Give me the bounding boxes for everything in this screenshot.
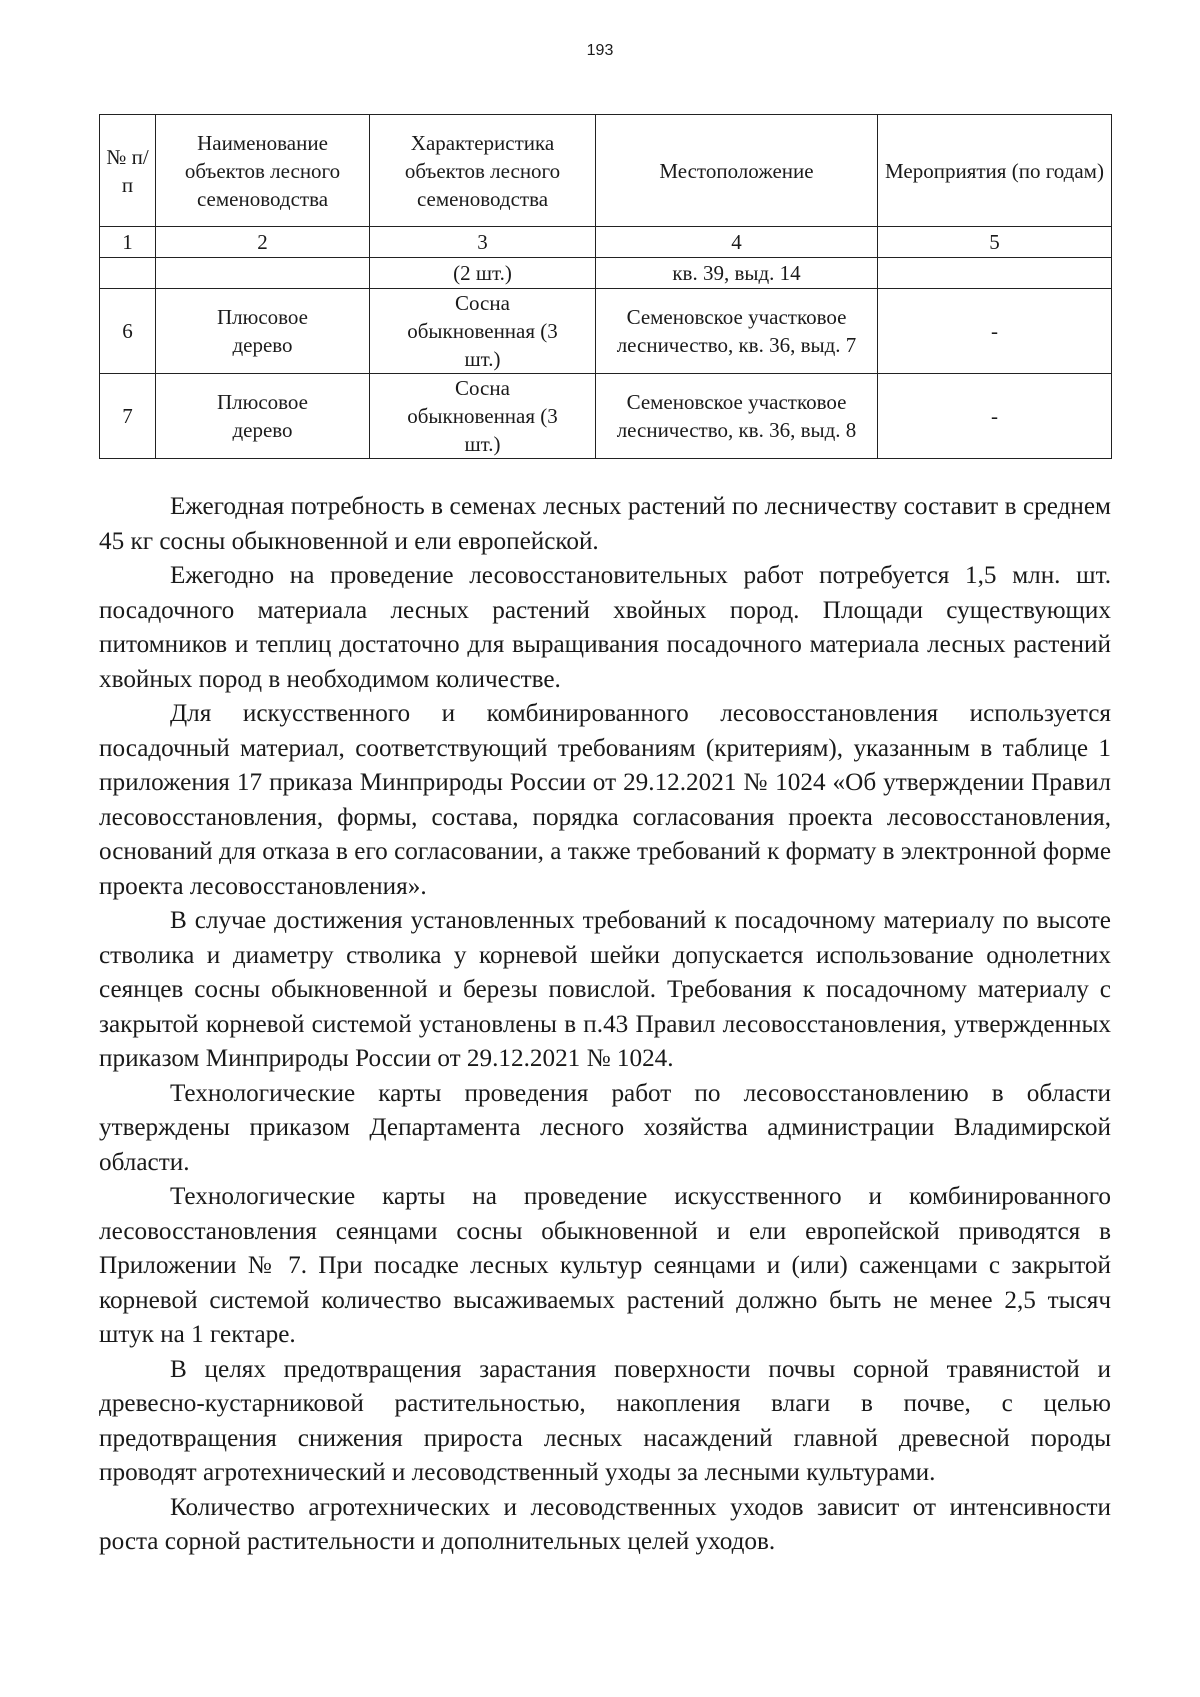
table-cell: 6 <box>100 289 156 374</box>
header-activities: Мероприятия (по годам) <box>878 115 1112 227</box>
table-header-row <box>100 115 1112 227</box>
paragraph: Технологические карты проведения работ по лесовосстановлению в области утверждены приказом Департамента лесного хозяйства администрации Владимирской области. <box>99 1079 1111 1176</box>
table-cell: Сосна обыкновенная (3 шт.) <box>370 374 596 459</box>
table-cell: Плюсовое дерево <box>156 289 370 374</box>
table-cell: - <box>878 374 1112 459</box>
body-text <box>99 490 1111 1560</box>
column-number: 2 <box>156 227 370 258</box>
paragraph: Для искусственного и комбинированного лесовосстановления используется посадочный материал, соответствующий требованиям (критериям), указанным в таблице 1 приложения 17 приказа Минприроды России от 29.12.2021 № 1024 «Об утверждении Правил лесовосстановления, формы, состава, порядка согласования проекта лесовосстановления, оснований для отказа в его согласовании, а также требований к формату в электронной форме проекта лесовосстановления». <box>99 700 1111 900</box>
table-cell <box>878 258 1112 289</box>
paragraph: В целях предотвращения зарастания поверхности почвы сорной травянистой и древесно-кустарниковой растительностью, накопления влаги в почве, с целью предотвращения снижения прироста лесных насаждений главной древесной породы проводят агротехнический и лесоводственный уходы за лесными культурами. <box>99 1355 1111 1486</box>
header-characteristics: Характеристика объектов лесного семеноводства <box>370 115 596 227</box>
table-cell: Сосна обыкновенная (3 шт.) <box>370 289 596 374</box>
table-cell: 7 <box>100 374 156 459</box>
paragraph: Количество агротехнических и лесоводственных уходов зависит от интенсивности роста сорной растительности и дополнительных целей уходов. <box>99 1493 1111 1555</box>
table-cell <box>100 258 156 289</box>
header-number: № п/п <box>100 115 156 227</box>
column-number: 1 <box>100 227 156 258</box>
column-number-row <box>100 227 1112 258</box>
table-cell: Семеновское участковое лесничество, кв. 36, выд. 7 <box>596 289 878 374</box>
header-object-name: Наименование объектов лесного семеноводства <box>156 115 370 227</box>
table-cell: (2 шт.) <box>370 258 596 289</box>
paragraph: Технологические карты на проведение искусственного и комбинированного лесовосстановления сеянцами сосны обыкновенной и ели европейской приводятся в Приложении № 7. При посадке лесных культур сеянцами и (или) саженцами с закрытой корневой системой количество высаживаемых растений должно быть не менее 2,5 тысяч штук на 1 гектаре. <box>99 1183 1111 1348</box>
column-number: 3 <box>370 227 596 258</box>
paragraph: В случае достижения установленных требований к посадочному материалу по высоте стволика и диаметру стволика у корневой шейки допускается использование однолетних сеянцев сосны обыкновенной и березы повислой. Требования к посадочному материалу с закрытой корневой системой установлены в п.43 Правил лесовосстановления, утвержденных приказом Минприроды России от 29.12.2021 № 1024. <box>99 907 1111 1072</box>
column-number: 4 <box>596 227 878 258</box>
header-location: Местоположение <box>596 115 878 227</box>
paragraph: Ежегодная потребность в семенах лесных растений по лесничеству составит в среднем 45 кг сосны обыкновенной и ели европейской. <box>99 493 1111 555</box>
seed-objects-table <box>99 114 1112 459</box>
table-cell: - <box>878 289 1112 374</box>
table-row <box>100 374 1112 459</box>
table-cell: Семеновское участковое лесничество, кв. 36, выд. 8 <box>596 374 878 459</box>
column-number: 5 <box>878 227 1112 258</box>
table-row <box>100 258 1112 289</box>
table-cell: кв. 39, выд. 14 <box>596 258 878 289</box>
paragraph: Ежегодно на проведение лесовосстановительных работ потребуется 1,5 млн. шт. посадочного материала лесных растений хвойных пород. Площади существующих питомников и теплиц достаточно для выращивания посадочного материала лесных растений хвойных пород в необходимом количестве. <box>99 562 1111 693</box>
table-row <box>100 289 1112 374</box>
table-cell <box>156 258 370 289</box>
table-cell: Плюсовое дерево <box>156 374 370 459</box>
page-number: 193 <box>586 42 614 59</box>
